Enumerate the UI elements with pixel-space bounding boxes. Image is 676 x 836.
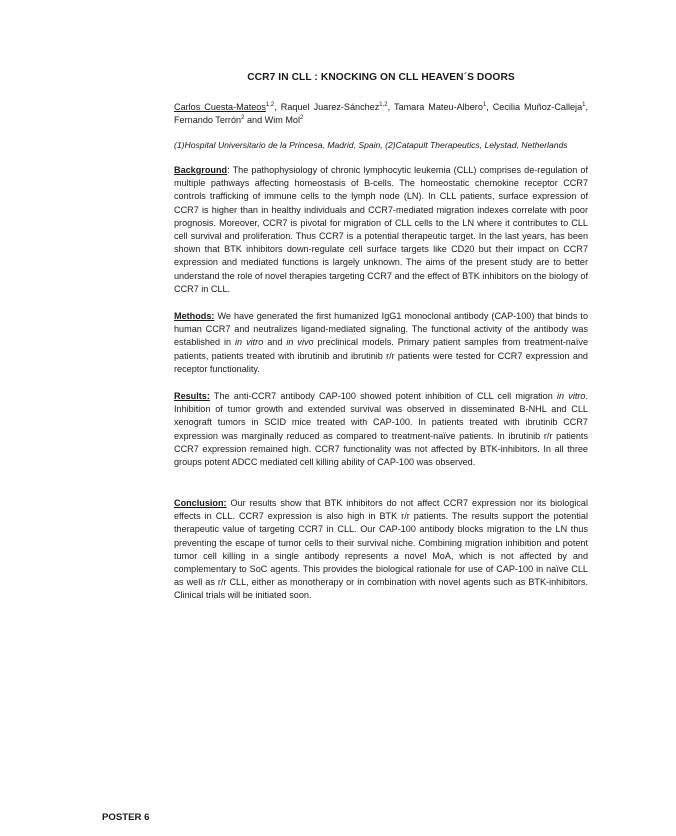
author-name: Cecilia Muñoz-Calleja (492, 102, 583, 112)
conclusion-section (174, 497, 588, 603)
methods-section (174, 310, 588, 376)
methods-text-segment: and (263, 337, 287, 348)
results-text-segment: The anti-CCR7 antibody CAP-100 showed potent inhibition of CLL cell migration (209, 391, 557, 401)
author-name: Tamara Mateu-Albero (393, 102, 483, 112)
author-affiliation-marker: 1 (582, 101, 586, 108)
author-affiliation-marker: 1,2 (379, 101, 388, 108)
results-text-segment: in vitro (557, 391, 586, 401)
results-text (174, 391, 588, 467)
author-name: Carlos Cuesta-Mateos (174, 102, 266, 112)
author-separator: and (244, 114, 265, 125)
author-separator: , (387, 102, 394, 112)
methods-text-segment: We have generated the first humanized IgG1 monoclonal antibody (CAP-100) that binds to human CCR7 and neutralizes ligand-mediated signaling. The functional activity of the antibody was established in (174, 311, 588, 348)
author-name: Wim Mol (264, 114, 301, 125)
background-text-segment: : The pathophysiology of chronic lymphocytic leukemia (CLL) comprises de-regulation of multiple pathways affecting homeostasis of B-cells. The homeostatic chemokine receptor CCR7 controls trafficking of immune cells to the lymph node (LN). In CLL patients, surface expression of CCR7 is higher than in healthy individuals and CCR7-mediated migration indexes correlate with poor prognosis. Moreover, CCR7 is pivotal for migration of CLL cells to the LN where it contributes to CLL cell survival and proliferation. Thus CCR7 is a potential therapeutic target. In the last years, has been shown that BTK inhibitors down-regulate cell surface targets like CD20 but their impact on CCR7 expression and mediated functions is largely unknown. The aims of the present study are to better understand the role of novel therapies targeting CCR7 and the effect of BTK inhibitors on the biology of CCR7 in CLL. (174, 165, 588, 294)
results-heading: Results: (174, 391, 210, 401)
background-section (174, 164, 588, 296)
conclusion-text-segment: Our results show that BTK inhibitors do not affect CCR7 expression nor its biological effects in CLL. CCR7 expression is also high in BTK r/r patients. The results support the potential therapeutic value of targeting CCR7 in CLL. Our CAP-100 antibody blocks migration to the LN thus preventing the escape of tumor cells to their survival niche. Combining migration inhibition and potent tumor cell killing in a single antibody represents a novel MoA, which is not affected by and complementary to SoC agents. This provides the biological rationale for use of CAP-100 in naïve CLL as well as r/r CLL, either as monotherapy or in combination with novel agents such as BTK-inhibitors. Clinical trials will be initiated soon. (174, 498, 588, 601)
abstract-title: CCR7 IN CLL : KNOCKING ON CLL HEAVEN´S DOORS (247, 72, 515, 83)
methods-text-segment: in vivo (286, 337, 314, 348)
author-affiliation-marker: 1 (482, 101, 487, 108)
conclusion-text (174, 498, 588, 600)
affiliations: (1)Hospital Universitario de la Princesa, Madrid, Spain, (2)Catapult Therapeutics, Lelystad, Netherlands (174, 140, 568, 150)
results-section (174, 390, 588, 469)
author-name: Raquel Juarez-Sánchez (280, 102, 380, 112)
background-text (174, 165, 588, 294)
conclusion-heading: Conclusion: (174, 498, 227, 508)
methods-text (174, 311, 588, 374)
author-affiliation-marker: 2 (241, 114, 245, 121)
results-text-segment: . Inhibition of tumor growth and extended survival was observed in disseminated B-NHL and CLL xenograft tumors in SCID mice treated with CAP-100. In patients treated with ibrutinib CCR7 expression was marginally reduced as compared to treatment-naïve patients. In ibrutinib r/r patients CCR7 expression remained high. CCR7 functionality was not affected by BTK-inhibitors. In all three groups potent ADCC mediated cell killing ability of CAP-100 was observed. (174, 391, 588, 468)
poster-label: POSTER 6 (102, 812, 150, 823)
author-separator: , (486, 102, 493, 112)
methods-text-segment: in vitro (235, 337, 264, 348)
author-affiliation-marker: 1,2 (265, 101, 275, 108)
author-separator: , (274, 102, 281, 112)
author-affiliation-marker: 2 (300, 114, 304, 121)
author-name: Fernando Terrón (174, 114, 242, 125)
author-separator: , (585, 102, 588, 112)
methods-heading: Methods: (174, 311, 215, 321)
background-heading: Background (174, 165, 228, 175)
author-list (174, 101, 588, 126)
methods-text-segment: preclinical models. Primary patient samples from treatment-naïve patients, patients treated with ibrutinib and ibrutinib r/r patients were tested for CCR7 expression and receptor functionality. (174, 337, 588, 374)
